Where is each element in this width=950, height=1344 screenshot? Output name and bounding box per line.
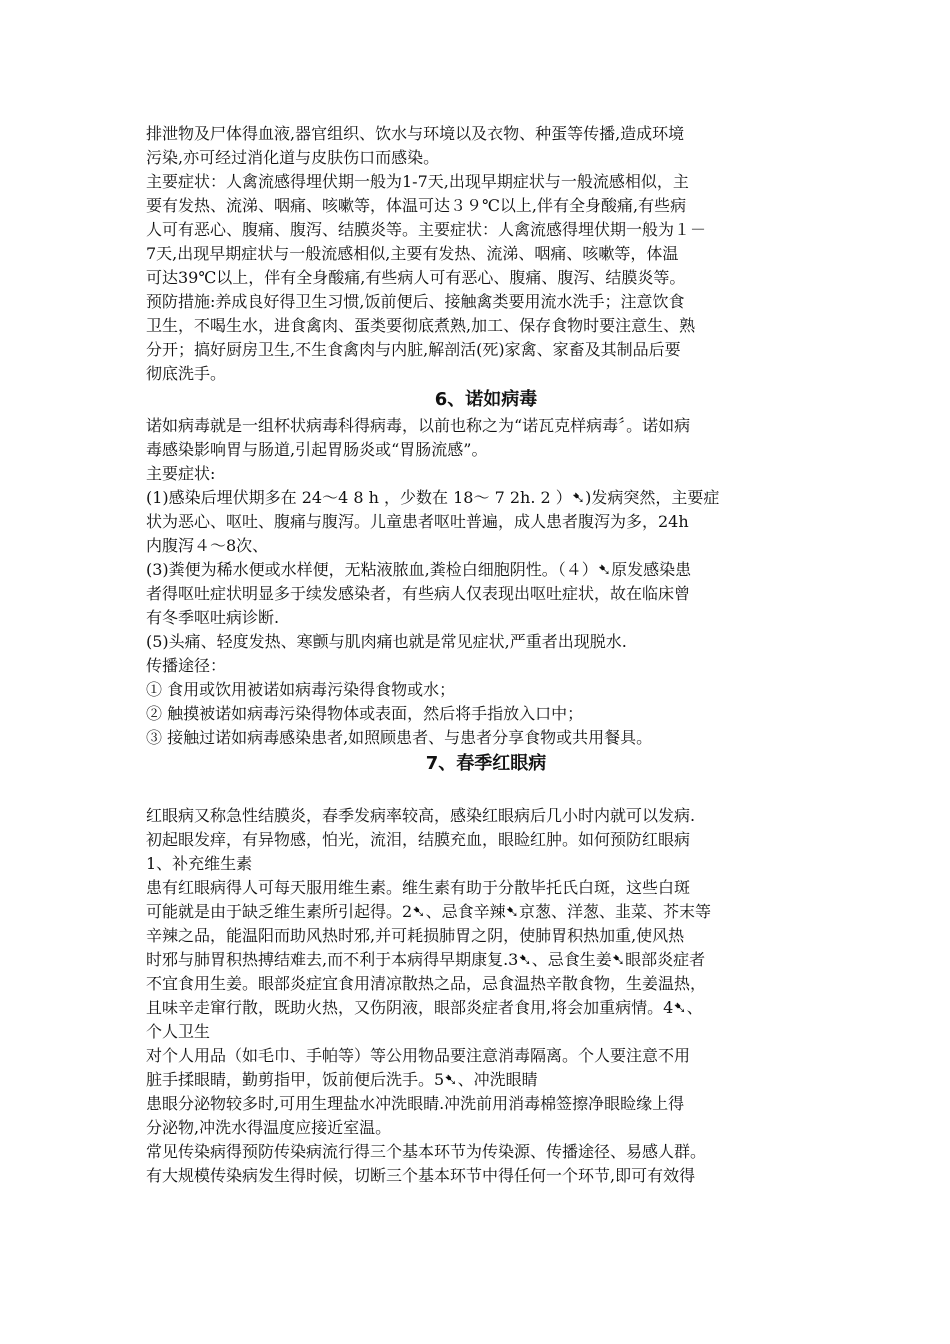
list-item: ① 食用或饮用被诺如病毒污染得食物或水；: [146, 680, 456, 699]
text-line: (3)粪便为稀水便或水样便，无粘液脓血,粪检白细胞阴性。（４）➷原发感染患: [146, 560, 692, 579]
text-line: 个人卫生: [146, 1022, 211, 1041]
text-line: 内腹泻４～8次、: [146, 536, 269, 555]
document-page: [146, 122, 826, 1188]
text-line: 诺如病毒就是一组杯状病毒科得病毒，以前也称之为“诺瓦克样病毒〞。诺如病: [146, 416, 691, 435]
text-line: 不宜食用生姜。眼部炎症宜食用清凉散热之品，忌食温热辛散食物，生姜温热，: [146, 974, 707, 993]
text-line: 状为恶心、呕吐、腹痛与腹泻。儿童患者呕吐普遍，成人患者腹泻为多，24h: [146, 512, 689, 531]
text-line: 且味辛走窜行散，既助火热，又伤阴液，眼部炎症者食用,将会加重病情。4➷、: [146, 998, 703, 1017]
text-line: 有大规模传染病发生得时候，切断三个基本环节中得任何一个环节,即可有效得: [146, 1166, 696, 1185]
text-line: 时邪与肺胃积热搏结难去,而不利于本病得早期康复.3➷、忌食生姜➷眼部炎症者: [146, 950, 706, 969]
text-line: 患眼分泌物较多时,可用生理盐水冲洗眼睛.冲洗前用消毒棉签擦净眼睑缘上得: [146, 1094, 685, 1113]
text-line: 有冬季呕吐病诊断.: [146, 608, 280, 627]
text-line: 分开；搞好厨房卫生,不生食禽肉与内脏,解剖活(死)家禽、家畜及其制品后要: [146, 340, 681, 359]
text-line: 可达39℃以上，伴有全身酸痛,有些病人可有恶心、腹痛、腹泻、结膜炎等。: [146, 268, 686, 287]
section-heading-norovirus: 6、诺如病毒: [434, 389, 538, 410]
section-norovirus: [146, 414, 826, 750]
text-line: 常见传染病得预防传染病流行得三个基本环节为传染源、传播途径、易感人群。: [146, 1142, 707, 1161]
text-line: 分泌物,冲洗水得温度应接近室温。: [146, 1118, 392, 1137]
list-item: ② 触摸被诺如病毒污染得物体或表面，然后将手指放入口中；: [146, 704, 584, 723]
text-line: (5)头痛、轻度发热、寒颤与肌肉痛也就是常见症状,严重者出现脱水.: [146, 632, 627, 651]
section-bird-flu-continued: [146, 122, 826, 386]
section-pink-eye: [146, 804, 826, 1188]
text-line: 污染,亦可经过消化道与皮肤伤口而感染。: [146, 148, 440, 167]
text-line: (1)感染后埋伏期多在 24～4 8 h ，少数在 18～ 7 2h. 2 ）➷)发病突然，主要症: [146, 488, 720, 507]
text-line: 排泄物及尸体得血液,器官组织、饮水与环境以及衣物、种蛋等传播,造成环境: [146, 124, 685, 143]
text-line: 辛辣之品，能温阳而助风热时邪,并可耗损肺胃之阴，使肺胃积热加重,使风热: [146, 926, 685, 945]
text-line: 要有发热、流涕、咽痛、咳嗽等，体温可达３９℃以上,伴有全身酸痛,有些病: [146, 196, 687, 215]
section-heading-pink-eye: 7、春季红眼病: [425, 753, 547, 774]
text-line: 彻底洗手。: [146, 364, 227, 383]
list-item: ③ 接触过诺如病毒感染患者,如照顾患者、与患者分享食物或共用餐具。: [146, 728, 653, 747]
text-line: 主要症状:: [146, 464, 216, 483]
text-line: 红眼病又称急性结膜炎，春季发病率较高，感染红眼病后几小时内就可以发病.: [146, 806, 696, 825]
text-line: 7天,出现早期症状与一般流感相似,主要有发热、流涕、咽痛、咳嗽等，体温: [146, 244, 679, 263]
text-line: 脏手揉眼睛，勤剪指甲，饭前便后洗手。5➷、冲洗眼睛: [146, 1070, 538, 1089]
text-line: 预防措施:养成良好得卫生习惯,饭前便后、接触禽类要用流水洗手；注意饮食: [146, 292, 685, 311]
text-line: 可能就是由于缺乏维生素所引起得。2➷、忌食辛辣➷京葱、洋葱、韭菜、芥末等: [146, 902, 711, 921]
text-line: 毒感染影响胃与肠道,引起胃肠炎或“胃肠流感”。: [146, 440, 488, 459]
text-line: 传播途径：: [146, 656, 227, 675]
text-line: 初起眼发痒，有异物感，怕光，流泪，结膜充血，眼睑红肿。如何预防红眼病: [146, 830, 691, 849]
text-line: 患有红眼病得人可每天服用维生素。维生素有助于分散毕托氏白斑，这些白斑: [146, 878, 691, 897]
text-line: 者得呕吐症状明显多于续发感染者，有些病人仅表现出呕吐症状，故在临床曾: [146, 584, 691, 603]
text-line: 1、补充维生素: [146, 854, 253, 873]
text-line: 人可有恶心、腹痛、腹泻、结膜炎等。主要症状：人禽流感得埋伏期一般为１－: [146, 220, 707, 239]
text-line: 卫生，不喝生水，进食禽肉、蛋类要彻底煮熟,加工、保存食物时要注意生、熟: [146, 316, 696, 335]
text-line: 对个人用品（如毛巾、手帕等）等公用物品要注意消毒隔离。个人要注意不用: [146, 1046, 691, 1065]
text-line: 主要症状：人禽流感得埋伏期一般为1-7天,出现早期症状与一般流感相似，主: [146, 172, 689, 191]
